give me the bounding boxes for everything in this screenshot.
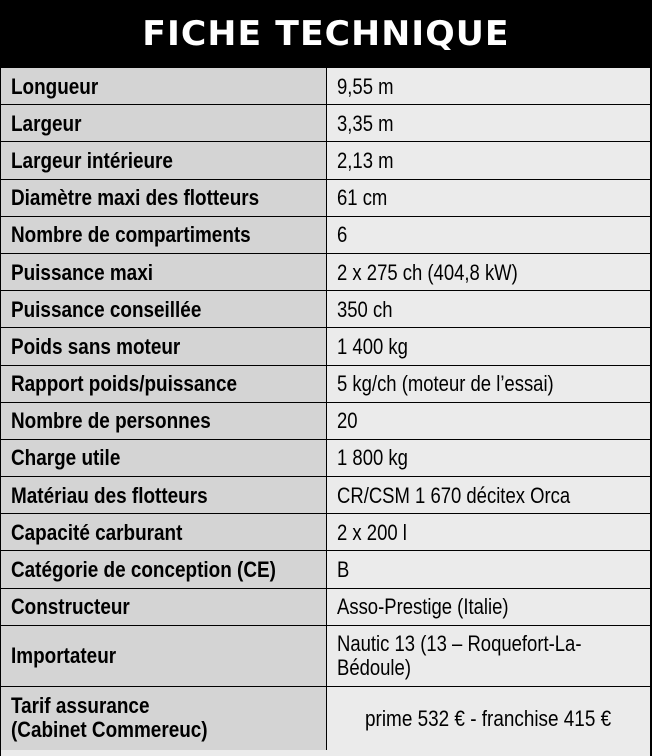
row-value: 2,13 m bbox=[327, 142, 650, 178]
row-label: Constructeur bbox=[1, 589, 327, 625]
row-label: Puissance conseillée bbox=[1, 291, 327, 327]
table-row bbox=[1, 180, 650, 217]
row-value: 1 800 kg bbox=[327, 440, 650, 476]
table-row bbox=[1, 514, 650, 551]
row-value: 350 ch bbox=[327, 291, 650, 327]
row-label: Capacité carburant bbox=[1, 514, 327, 550]
row-label: Nombre de personnes bbox=[1, 403, 327, 439]
row-label: Catégorie de conception (CE) bbox=[1, 551, 327, 587]
row-value: 61 cm bbox=[327, 180, 650, 216]
row-value: 20 bbox=[327, 403, 650, 439]
row-label: Charge utile bbox=[1, 440, 327, 476]
table-row bbox=[1, 217, 650, 254]
row-label: Nombre de compartiments bbox=[1, 217, 327, 253]
row-label: Puissance maxi bbox=[1, 254, 327, 290]
row-label: Importateur bbox=[1, 626, 327, 686]
table-row bbox=[1, 366, 650, 403]
row-value: 2 x 275 ch (404,8 kW) bbox=[327, 254, 650, 290]
sheet-header bbox=[1, 0, 650, 67]
row-value: 9,55 m bbox=[327, 68, 650, 104]
table-row bbox=[1, 291, 650, 328]
row-value: 6 bbox=[327, 217, 650, 253]
row-value: 5 kg/ch (moteur de l’essai) bbox=[327, 366, 650, 402]
row-value: B bbox=[327, 551, 650, 587]
table-row bbox=[1, 403, 650, 440]
row-label: Matériau des flotteurs bbox=[1, 477, 327, 513]
table-row bbox=[1, 254, 650, 291]
row-label: Largeur intérieure bbox=[1, 142, 327, 178]
row-label: Largeur bbox=[1, 105, 327, 141]
row-value: Asso-Prestige (Italie) bbox=[327, 589, 650, 625]
row-label: Longueur bbox=[1, 68, 327, 104]
row-value: 1 400 kg bbox=[327, 328, 650, 364]
row-label: Tarif assurance (Cabinet Commereuc) bbox=[1, 687, 327, 750]
table-row bbox=[1, 626, 650, 687]
table-row bbox=[1, 687, 650, 750]
table-row bbox=[1, 68, 650, 105]
row-value: 3,35 m bbox=[327, 105, 650, 141]
table-row bbox=[1, 440, 650, 477]
row-value: prime 532 € - franchise 415 € bbox=[327, 687, 650, 750]
row-label: Diamètre maxi des flotteurs bbox=[1, 180, 327, 216]
spec-table bbox=[1, 66, 650, 750]
table-row bbox=[1, 142, 650, 179]
table-row bbox=[1, 105, 650, 142]
sheet-title: FICHE TECHNIQUE bbox=[141, 13, 510, 53]
table-row bbox=[1, 477, 650, 514]
row-value: 2 x 200 l bbox=[327, 514, 650, 550]
row-value: Nautic 13 (13 – Roquefort-La- Bédoule) bbox=[327, 626, 650, 686]
row-label: Rapport poids/puissance bbox=[1, 366, 327, 402]
table-row bbox=[1, 328, 650, 365]
row-label: Poids sans moteur bbox=[1, 328, 327, 364]
table-row bbox=[1, 551, 650, 588]
table-row bbox=[1, 589, 650, 626]
row-value: CR/CSM 1 670 décitex Orca bbox=[327, 477, 650, 513]
